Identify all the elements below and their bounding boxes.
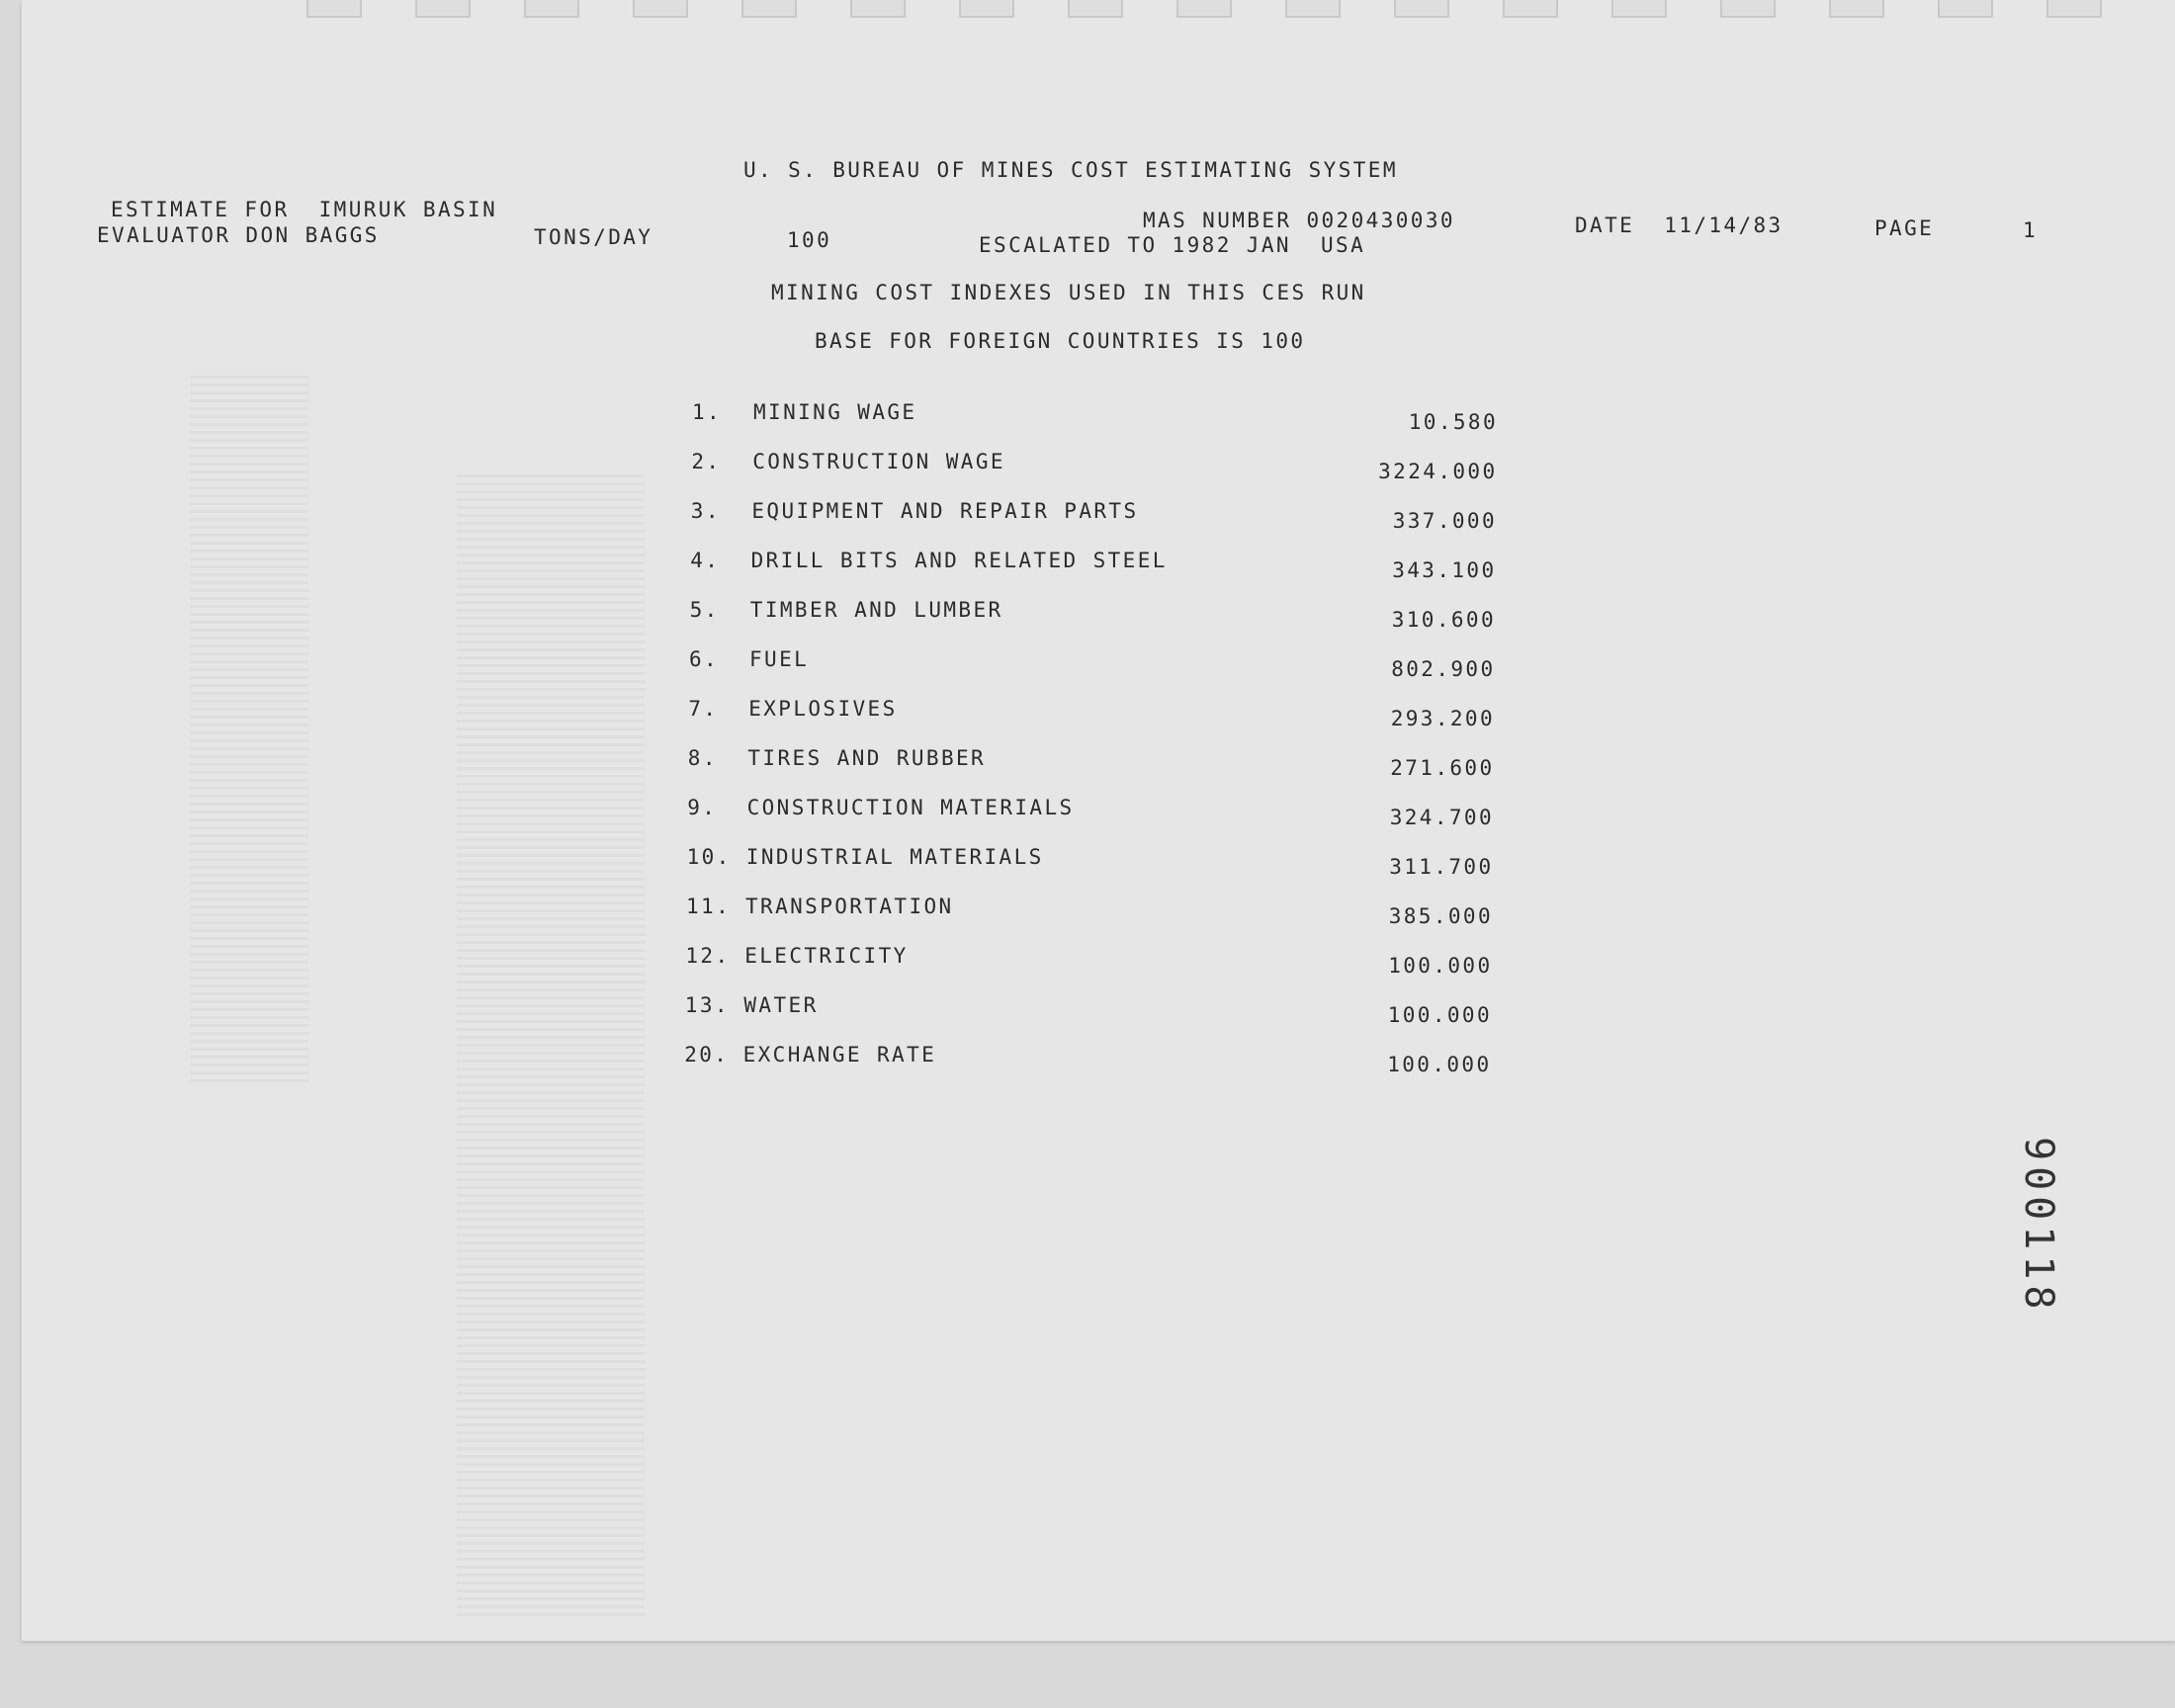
index-value: 802.900 <box>1391 657 1496 681</box>
index-number: 10. <box>686 845 732 869</box>
index-value: 100.000 <box>1387 1053 1492 1076</box>
side-stamp: 900118 <box>2016 1137 2061 1316</box>
index-number: 2. <box>691 450 722 473</box>
index-value: 324.700 <box>1389 806 1494 829</box>
index-number: 7. <box>688 697 719 721</box>
report-date: DATE 11/14/83 <box>1575 214 1784 237</box>
system-title: U. S. BUREAU OF MINES COST ESTIMATING SYSTEM <box>743 158 1398 182</box>
index-value: 343.100 <box>1392 558 1497 582</box>
index-value: 310.600 <box>1391 608 1496 632</box>
index-label: CONSTRUCTION WAGE <box>752 450 1005 473</box>
index-number: 5. <box>689 598 720 622</box>
index-label: INDUSTRIAL MATERIALS <box>745 845 1044 869</box>
index-label: EQUIPMENT AND REPAIR PARTS <box>751 499 1139 523</box>
escalated-to: ESCALATED TO 1982 JAN USA <box>979 233 1366 257</box>
index-label: TIRES AND RUBBER <box>747 746 987 770</box>
index-number: 8. <box>687 746 718 770</box>
index-label: FUEL <box>749 647 810 671</box>
print-smear <box>457 474 645 1621</box>
tons-day-value: 100 <box>787 228 832 252</box>
page-label: PAGE <box>1874 216 1935 240</box>
index-label: CONSTRUCTION MATERIALS <box>746 796 1075 819</box>
section-title: MINING COST INDEXES USED IN THIS CES RUN <box>771 281 1366 304</box>
index-number: 11. <box>686 895 732 918</box>
print-smear <box>190 376 308 1087</box>
index-value: 293.200 <box>1390 707 1495 730</box>
index-value: 10.580 <box>1408 410 1498 434</box>
index-value: 271.600 <box>1390 756 1495 780</box>
index-value: 3224.000 <box>1378 460 1498 483</box>
index-label: MINING WAGE <box>753 400 917 424</box>
index-label: TRANSPORTATION <box>745 895 954 918</box>
index-label: WATER <box>743 993 819 1017</box>
mas-number: MAS NUMBER 0020430030 <box>1143 209 1455 232</box>
index-label: EXCHANGE RATE <box>742 1043 937 1067</box>
index-label: DRILL BITS AND RELATED STEEL <box>750 549 1168 572</box>
index-label: EXPLOSIVES <box>748 697 898 721</box>
index-number: 9. <box>687 796 718 819</box>
index-label: ELECTRICITY <box>744 944 909 968</box>
page-number: 1 <box>2023 218 2039 242</box>
index-number: 13. <box>684 993 730 1017</box>
index-label: TIMBER AND LUMBER <box>749 598 1003 622</box>
index-number: 12. <box>685 944 731 968</box>
index-number: 20. <box>684 1043 730 1067</box>
evaluator: EVALUATOR DON BAGGS <box>97 223 380 247</box>
tons-day-label: TONS/DAY <box>534 225 653 249</box>
index-number: 1. <box>692 400 723 424</box>
index-value: 337.000 <box>1392 509 1497 533</box>
section-subtitle: BASE FOR FOREIGN COUNTRIES IS 100 <box>815 329 1306 353</box>
index-number: 6. <box>689 647 720 671</box>
index-value: 311.700 <box>1389 855 1494 879</box>
index-number: 3. <box>690 499 721 523</box>
index-value: 100.000 <box>1387 1003 1492 1027</box>
index-value: 385.000 <box>1388 904 1493 928</box>
index-number: 4. <box>690 549 721 572</box>
estimate-for: ESTIMATE FOR IMURUK BASIN <box>111 198 498 221</box>
index-value: 100.000 <box>1388 954 1493 978</box>
tractor-feed-holes <box>0 0 2175 20</box>
